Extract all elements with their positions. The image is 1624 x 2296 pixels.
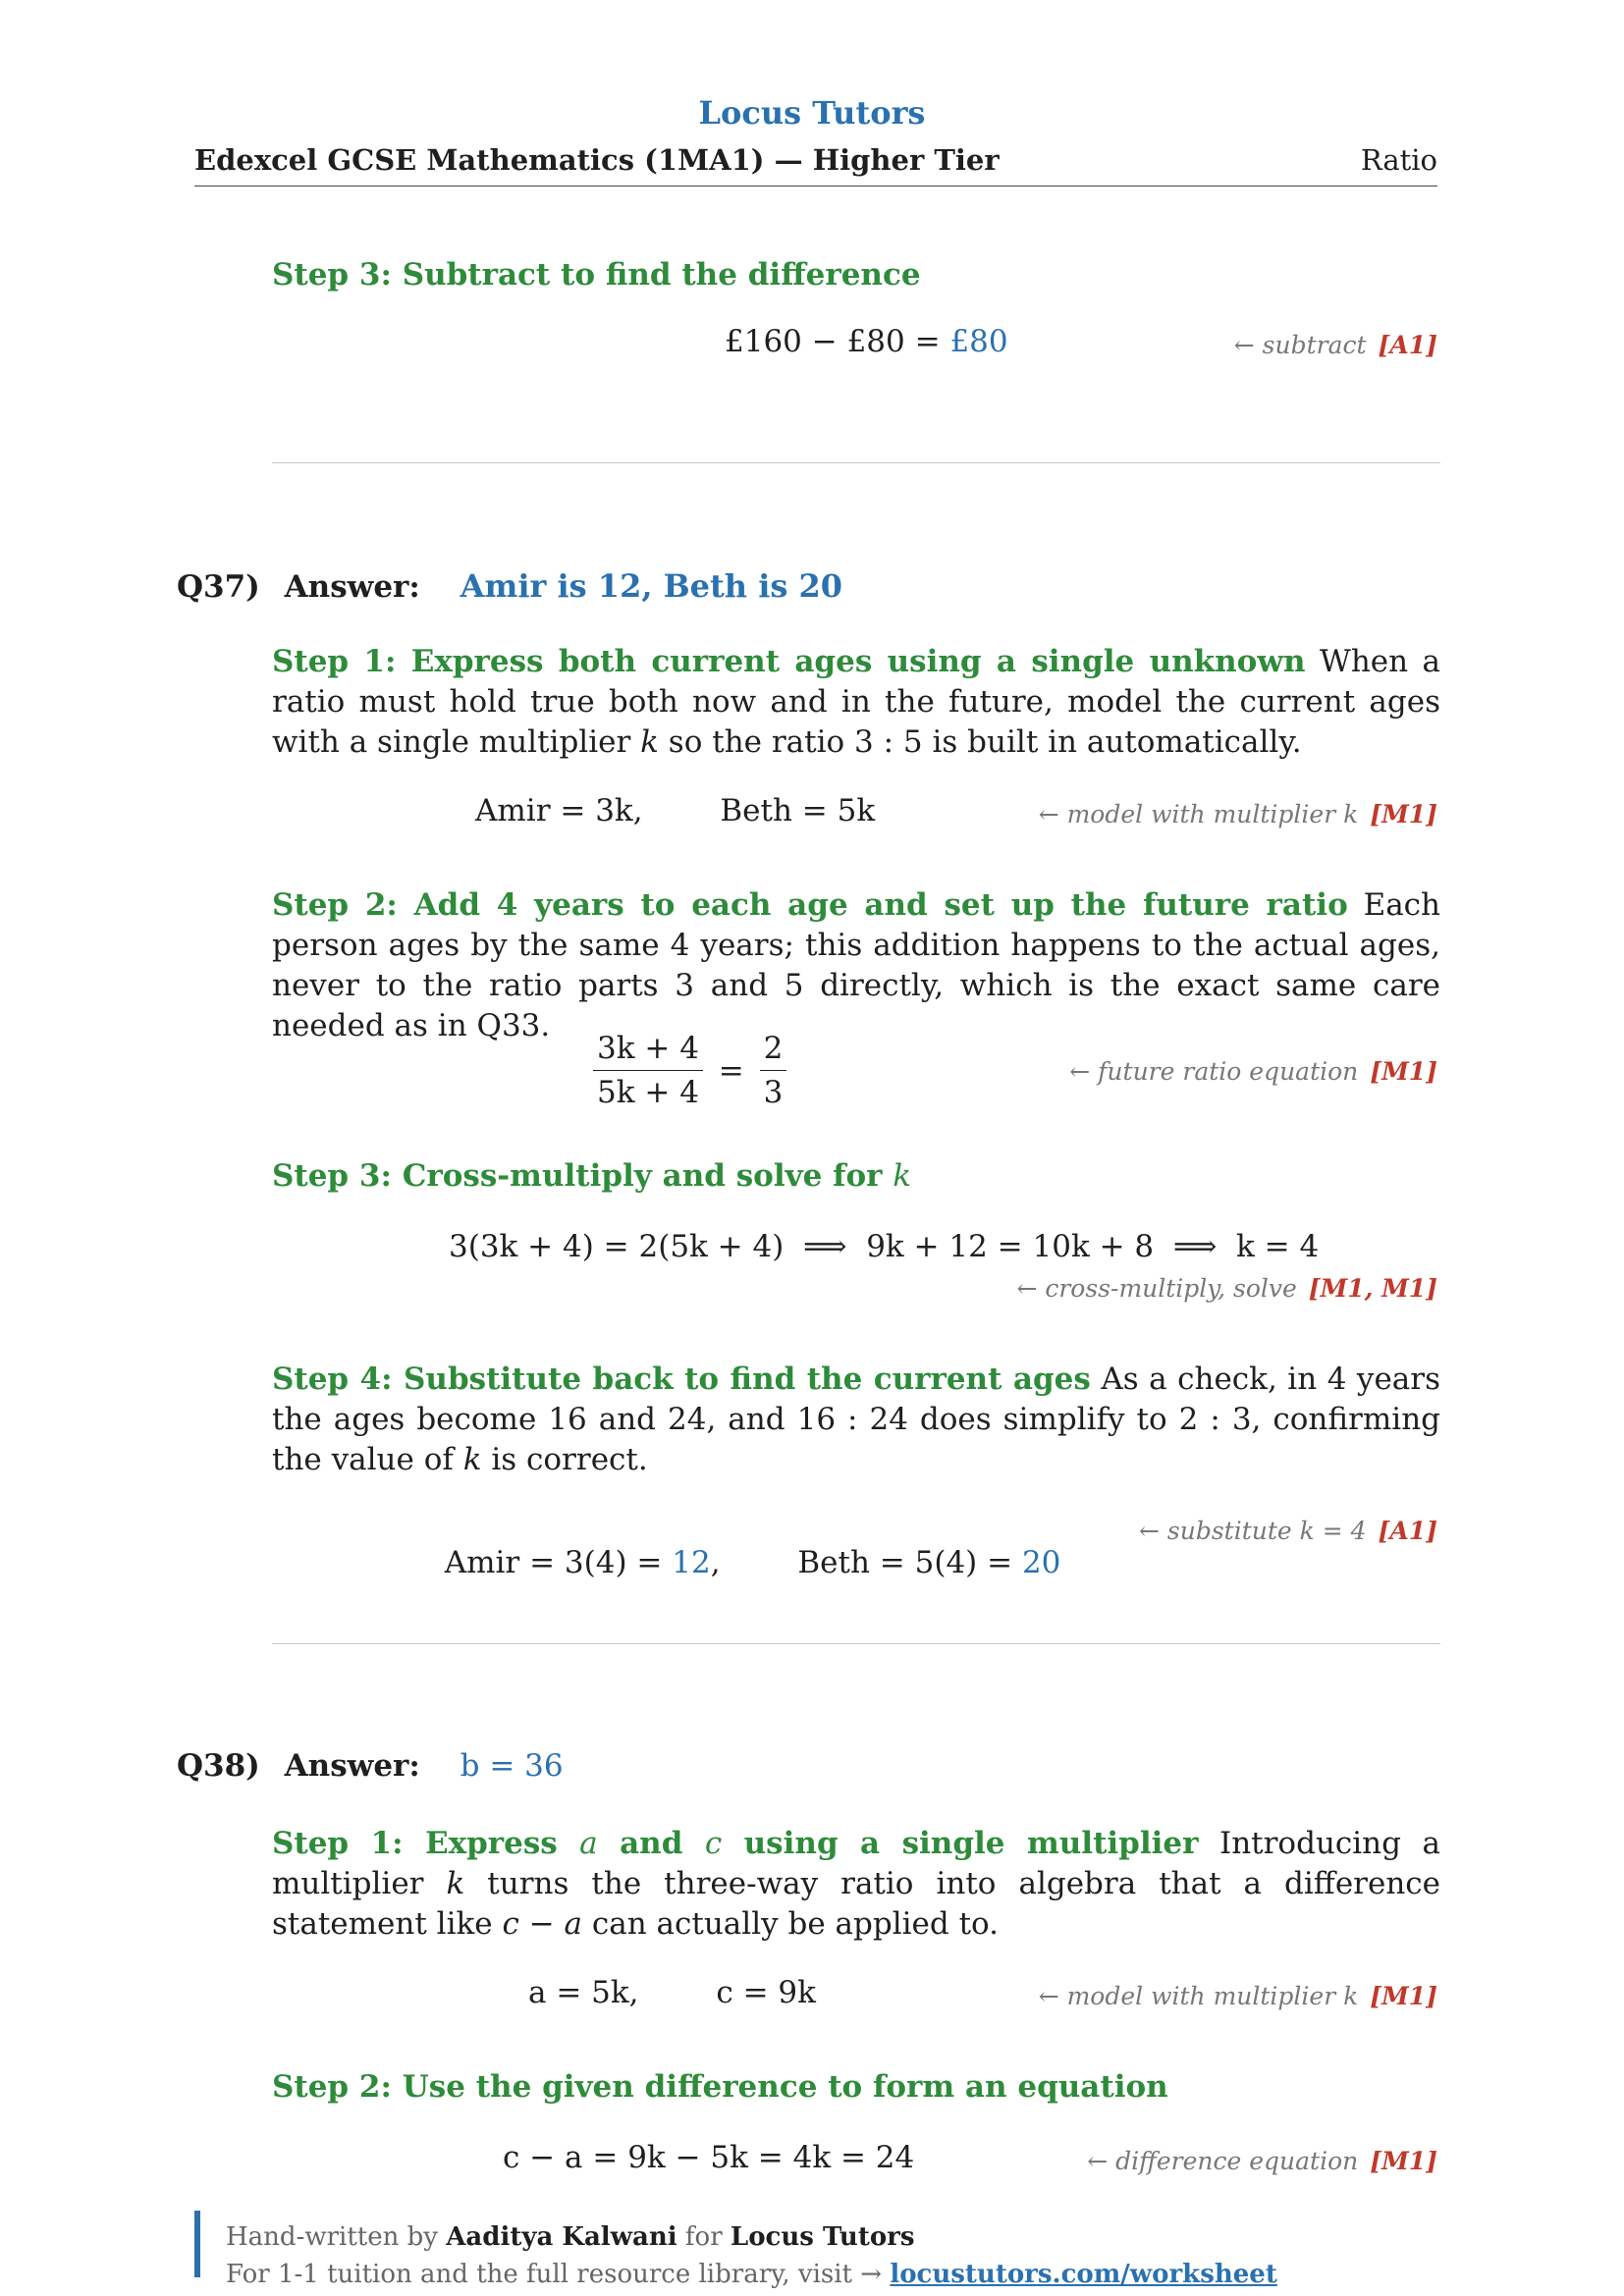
q37-step1-equation: Amir = 3k, Beth = 5k [475,793,876,828]
q37-step2 [272,885,1440,1046]
step-heading: Step 3: Subtract to find the difference [272,257,921,293]
step-text: Introducing a multiplier [272,1826,1440,1901]
prev-step3-equation [725,324,1008,359]
note-text: ← substitute k = 4 [1139,1517,1367,1545]
answer-label: Answer: [284,1748,420,1784]
footer-credit [226,2222,915,2252]
fraction-left [593,1031,703,1110]
mark-badge: [M1] [1370,2147,1437,2175]
q37-step3-note [1016,1274,1437,1303]
variable: k [640,724,659,760]
variable: a [579,1826,598,1861]
note-text: ← difference equation [1087,2147,1359,2175]
q38-step2-equation: c − a = 9k − 5k = 4k = 24 [503,2140,915,2175]
note-text: ← cross-multiply, solve [1016,1274,1297,1303]
q37-step3 [272,1156,1440,1197]
step-heading: Step 3: Cross-multiply and solve for [272,1158,893,1194]
step-heading: using a single multiplier [722,1826,1199,1861]
answer-value: b = 36 [460,1748,564,1784]
mark-badge: [A1] [1378,331,1437,359]
note-text: ← subtract [1233,331,1367,359]
denominator: 3 [763,1075,784,1110]
q37-step3-equation: 3(3k + 4) = 2(5k + 4) ⟹ 9k + 12 = 10k + 8 ⟹ k = 4 [449,1229,1320,1264]
equals-sign: = [718,1052,744,1089]
brand-title: Locus Tutors [698,94,926,132]
q38-step2-note [1087,2147,1437,2175]
q37-step4-note [1139,1517,1437,1545]
equation-result: 12 [672,1545,711,1580]
mark-badge: [M1] [1370,800,1437,828]
author-name: Aaditya Kalwani [446,2222,677,2252]
topic-label: Ratio [1360,143,1437,177]
mark-badge: [A1] [1378,1517,1437,1545]
variable: k [446,1866,465,1901]
variable: k [893,1158,912,1194]
answer-value: Amir is 12, Beth is 20 [460,567,843,605]
q38-step1-note [1039,1982,1437,2010]
q37-step2-note [1069,1057,1437,1086]
q38-step1-equation: a = 5k, c = 9k [528,1975,816,2010]
question-number: Q37) [177,569,260,605]
org-name: Locus Tutors [730,2222,915,2252]
course-title: Edexcel GCSE Mathematics (1MA1) — Higher Tier [194,143,1000,177]
step-heading: Step 2: Add 4 years to each age and set up the future ratio [272,887,1348,923]
step-text: so the ratio 3 : 5 is built in automatically. [658,724,1302,760]
q38-step2 [272,2067,1440,2108]
q37-step4 [272,1360,1440,1480]
expression: c − a [502,1906,583,1942]
footer-text: Hand-written by [226,2222,447,2252]
step-text: turns the three-way ratio into algebra that a difference statement like [272,1866,1441,1942]
mark-badge: [M1, M1] [1308,1274,1437,1303]
answer-label: Answer: [284,569,420,605]
step-text: Each person ages by the same 4 years; this addition happens to the actual ages, never to the ratio parts 3 and 5 directly, which is the exact same care needed as in Q33. [272,887,1441,1043]
q37-step2-equation [593,1031,786,1110]
mark-badge: [M1] [1370,1057,1437,1086]
footer-visit [226,2260,1277,2289]
variable: c [704,1826,723,1861]
equation-text: £160 − £80 = [725,324,950,359]
footer-text: for [677,2222,731,2252]
note-text: ← future ratio equation [1069,1057,1359,1086]
step-heading: Step 4: Substitute back to find the current ages [272,1362,1091,1397]
q37-answer-line [177,567,842,605]
step-heading: and [597,1826,705,1861]
equation-text: Amir = 3(4) = [444,1545,673,1580]
step-heading: Step 1: Express [272,1826,580,1861]
step-text: is correct. [481,1442,648,1477]
equation-result: 20 [1021,1545,1061,1580]
numerator: 3k + 4 [593,1031,703,1071]
numerator: 2 [760,1031,787,1071]
footer-text: For 1-1 tuition and the full resource library, visit → [226,2260,891,2289]
step-heading: Step 2: Use the given difference to form an equation [272,2069,1168,2105]
q37-step4-equation [425,1510,1060,1580]
denominator: 5k + 4 [597,1075,699,1110]
question-number: Q38) [177,1748,260,1784]
prev-step3-note [1234,331,1437,359]
header-rule [194,186,1437,187]
q38-step1 [272,1824,1440,1945]
step-text: can actually be applied to. [582,1906,999,1942]
step-text: When a ratio must hold true both now and in the future, model the current ages with a single multiplier [272,644,1440,760]
variable: k [462,1442,482,1477]
fraction-right [760,1031,787,1110]
q37-step1 [272,642,1440,763]
mark-badge: [M1] [1370,1982,1437,2010]
equation-text: , Beth = 5(4) = [710,1545,1022,1580]
section-divider [272,1643,1440,1644]
step-heading: Step 1: Express both current ages using a single unknown [272,644,1306,679]
q38-answer-line [177,1748,564,1784]
equation-result: £80 [949,324,1008,359]
q37-step1-note [1039,800,1437,828]
note-text: ← model with multiplier k [1038,800,1359,828]
worksheet-link[interactable]: locustutors.com/worksheet [890,2260,1277,2289]
section-divider [272,462,1440,463]
prev-step3 [272,255,1440,295]
step-text: As a check, in 4 years the ages become 16 and 24, and 16 : 24 does simplify to 2 : 3, confirming the value of [272,1362,1440,1477]
footer-accent-bar [194,2211,200,2277]
note-text: ← model with multiplier k [1038,1982,1359,2010]
